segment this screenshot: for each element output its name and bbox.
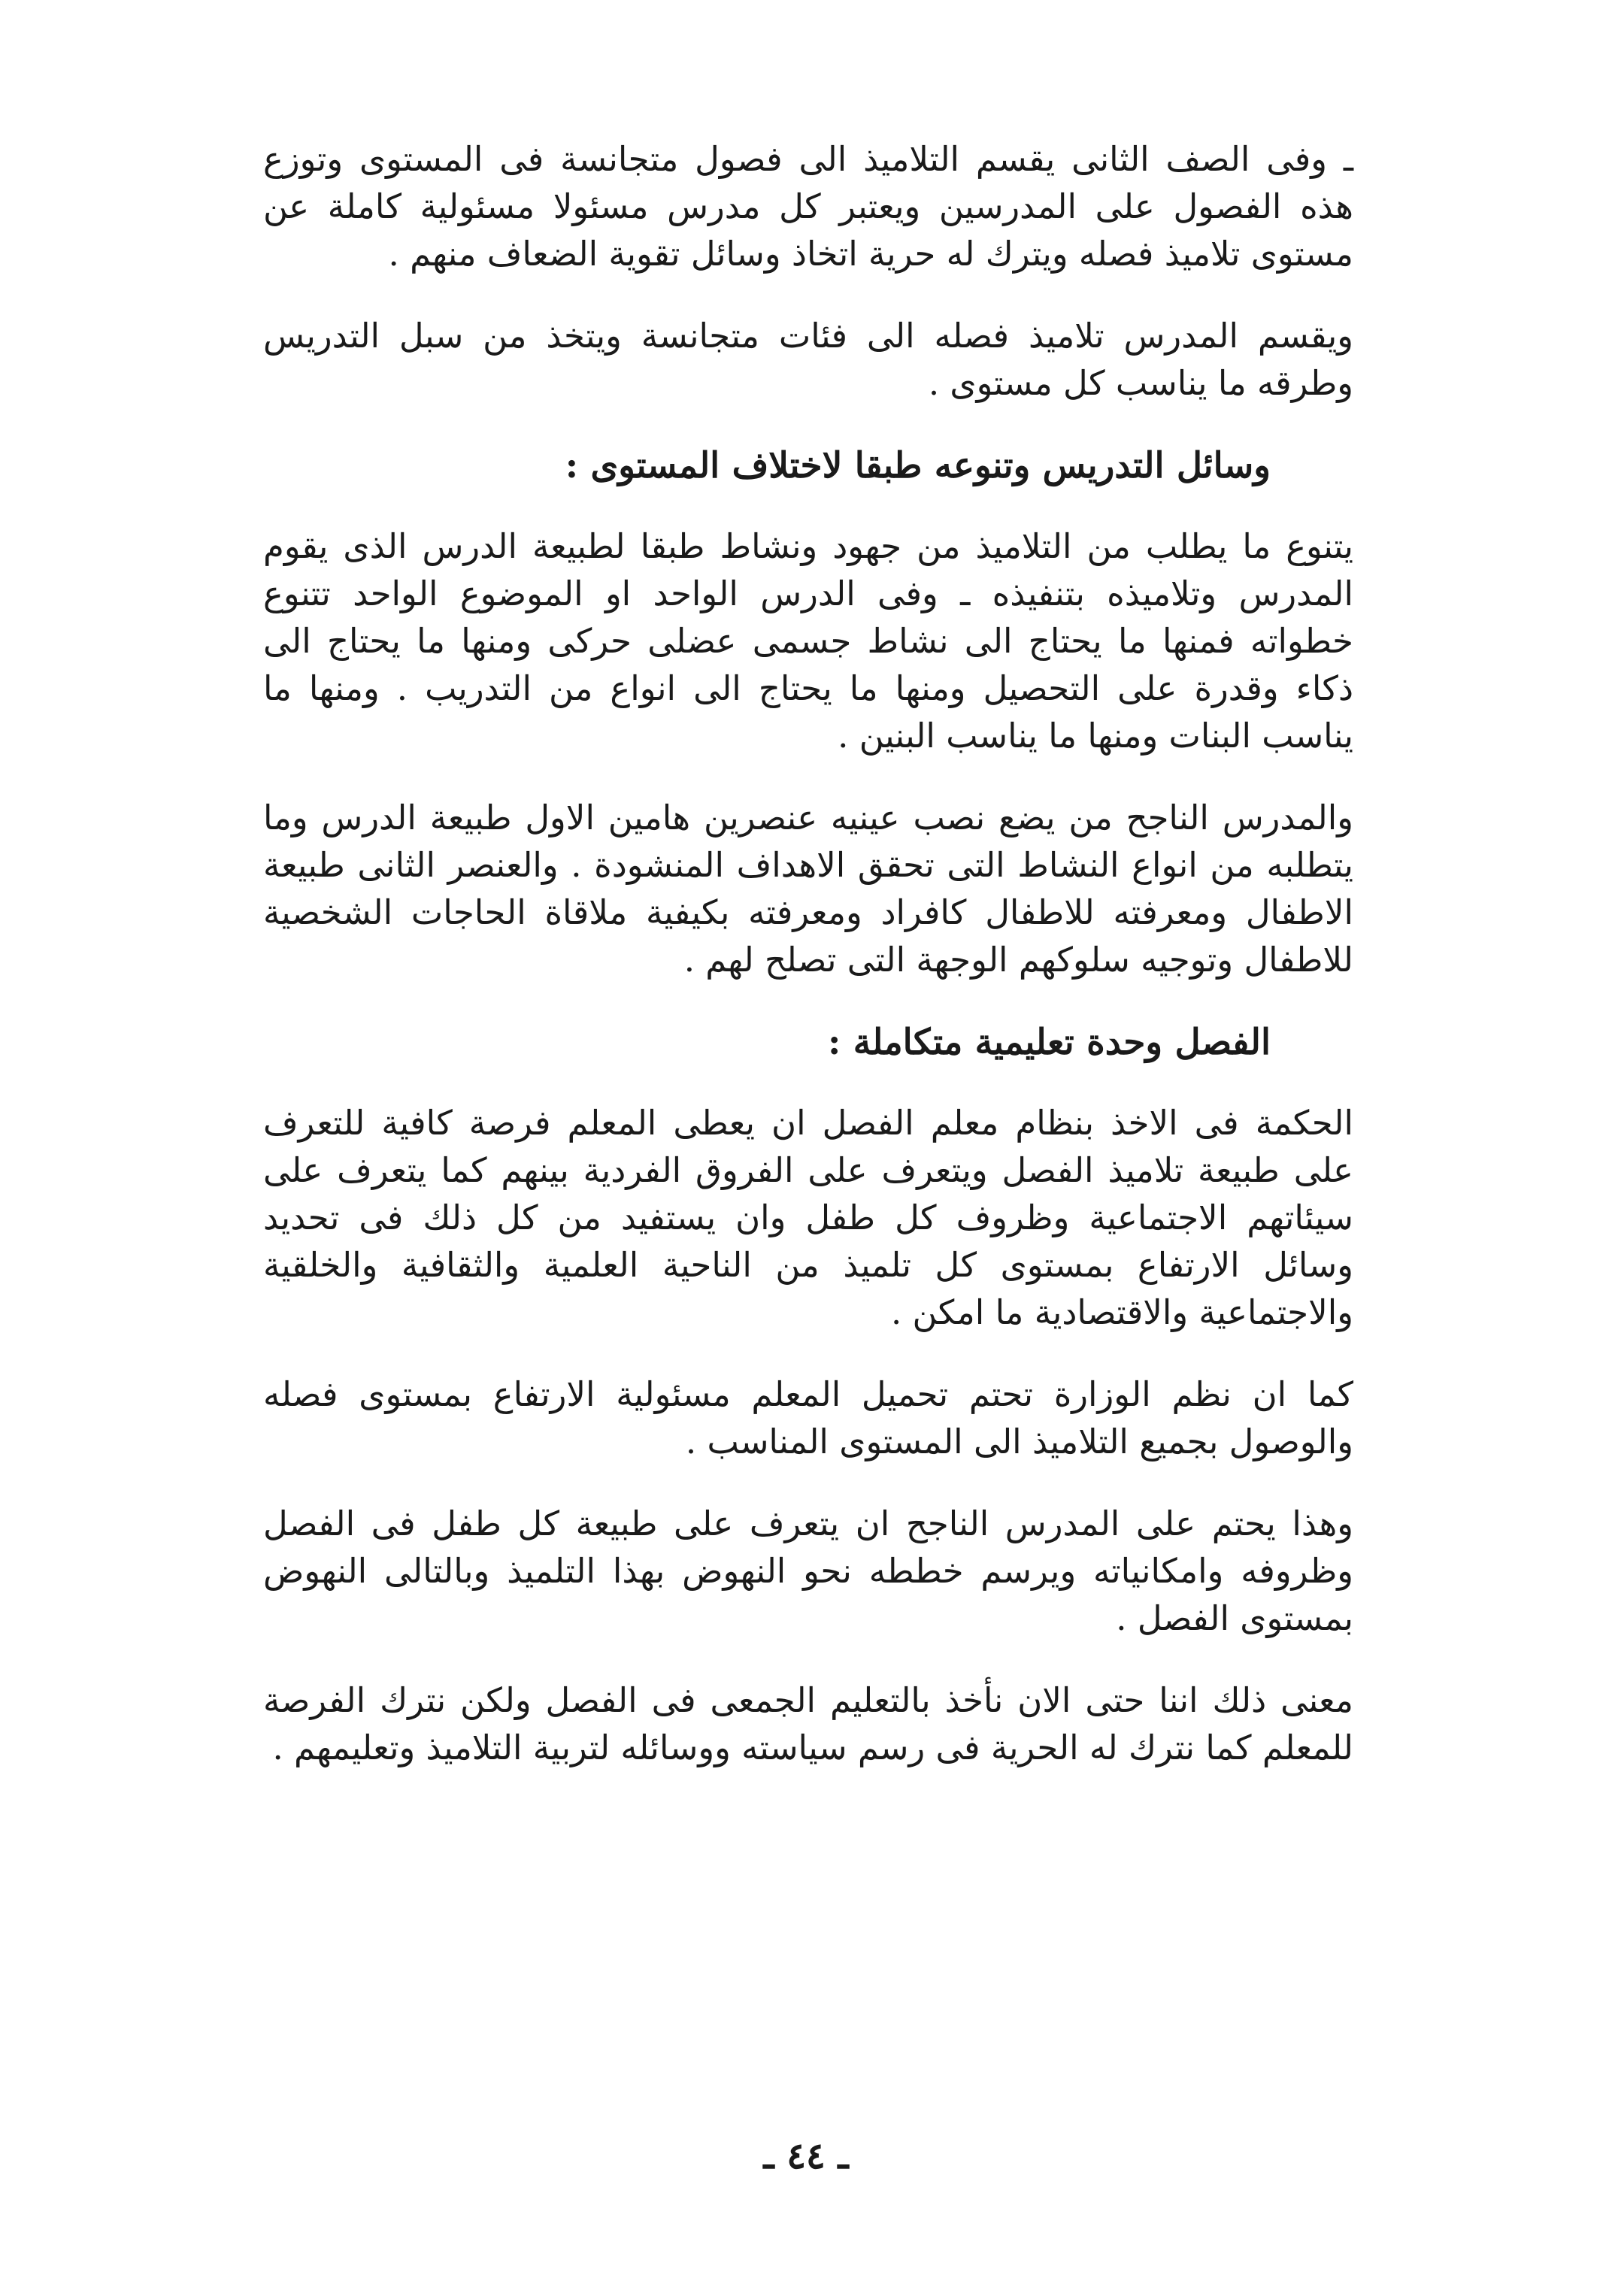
document-page bbox=[263, 135, 1353, 2240]
paragraph-activity-variety: يتنوع ما يطلب من التلاميذ من جهود ونشاط طبقا لطبيعة الدرس الذى يقوم المدرس وتلاميذه بتنفيذه ـ وفى الدرس الواحد او الموضوع الواحد تتنوع خطواته فمنها ما يحتاج الى نشاط جسمى عضلى حركى ومنها ما يحتاج الى ذكاء وقدرة على التحصيل ومنها ما يحتاج الى انواع من التدريب . ومنها ما يناسب البنات ومنها ما يناسب البنين . bbox=[263, 526, 1353, 756]
heading-teaching-methods: وسائل التدريس وتنوعه طبقا لاختلاف المستوى : bbox=[565, 445, 1271, 486]
paragraph-teacher-duty: وهذا يحتم على المدرس الناجح ان يتعرف على طبيعة كل طفل فى الفصل وظروفه وامكانياته ويرسم خططه نحو النهوض بهذا التلميذ وبالتالى النهوض بمستوى الفصل . bbox=[263, 1504, 1353, 1638]
heading-class-unit: الفصل وحدة تعليمية متكاملة : bbox=[828, 1022, 1271, 1063]
paragraph-teacher-groups: ويقسم المدرس تلاميذ فصله الى فئات متجانسة ويتخذ من سبل التدريس وطرقه ما يناسب كل مستوى . bbox=[263, 316, 1353, 403]
paragraph-class-division: ـ وفى الصف الثانى يقسم التلاميذ الى فصول متجانسة فى المستوى وتوزع هذه الفصول على المدرسين ويعتبر كل مدرس مسئولا مسئولية كاملة عن مستوى تلاميذ فصله ويترك له حرية اتخاذ وسائل تقوية الضعاف منهم . bbox=[263, 139, 1353, 274]
paragraph-class-teacher-wisdom: الحكمة فى الاخذ بنظام معلم الفصل ان يعطى المعلم فرصة كافية للتعرف على طبيعة تلاميذ الفصل ويتعرف على الفروق الفردية بينهم كما يتعرف على سيئاتهم الاجتماعية وظروف كل طفل وان يستفيد من كل ذلك فى تحديد وسائل الارتفاع بمستوى كل تلميذ من الناحية العلمية والثقافية والخلقية والاجتماعية والاقتصادية ما امكن . bbox=[263, 1103, 1353, 1332]
paragraph-successful-teacher: والمدرس الناجح من يضع نصب عينيه عنصرين هامين الاول طبيعة الدرس وما يتطلبه من انواع النشاط التى تحقق الاهداف المنشودة . والعنصر الثانى طبيعة الاطفال ومعرفته للاطفال كافراد ومعرفته بكيفية ملاقاة الحاجات الشخصية للاطفال وتوجيه سلوكهم الوجهة التى تصلح لهم . bbox=[263, 798, 1353, 980]
paragraph-ministry-rules: كما ان نظم الوزارة تحتم تحميل المعلم مسئولية الارتفاع بمستوى فصله والوصول بجميع التلاميذ الى المستوى المناسب . bbox=[263, 1374, 1353, 1462]
paragraph-collective-teaching: معنى ذلك اننا حتى الان نأخذ بالتعليم الجمعى فى الفصل ولكن نترك الفرصة للمعلم كما نترك له الحرية فى رسم سياسته ووسائله لتربية التلاميذ وتعليمهم . bbox=[263, 1680, 1353, 1767]
page-number: ـ ٤٤ ـ bbox=[763, 2135, 849, 2177]
